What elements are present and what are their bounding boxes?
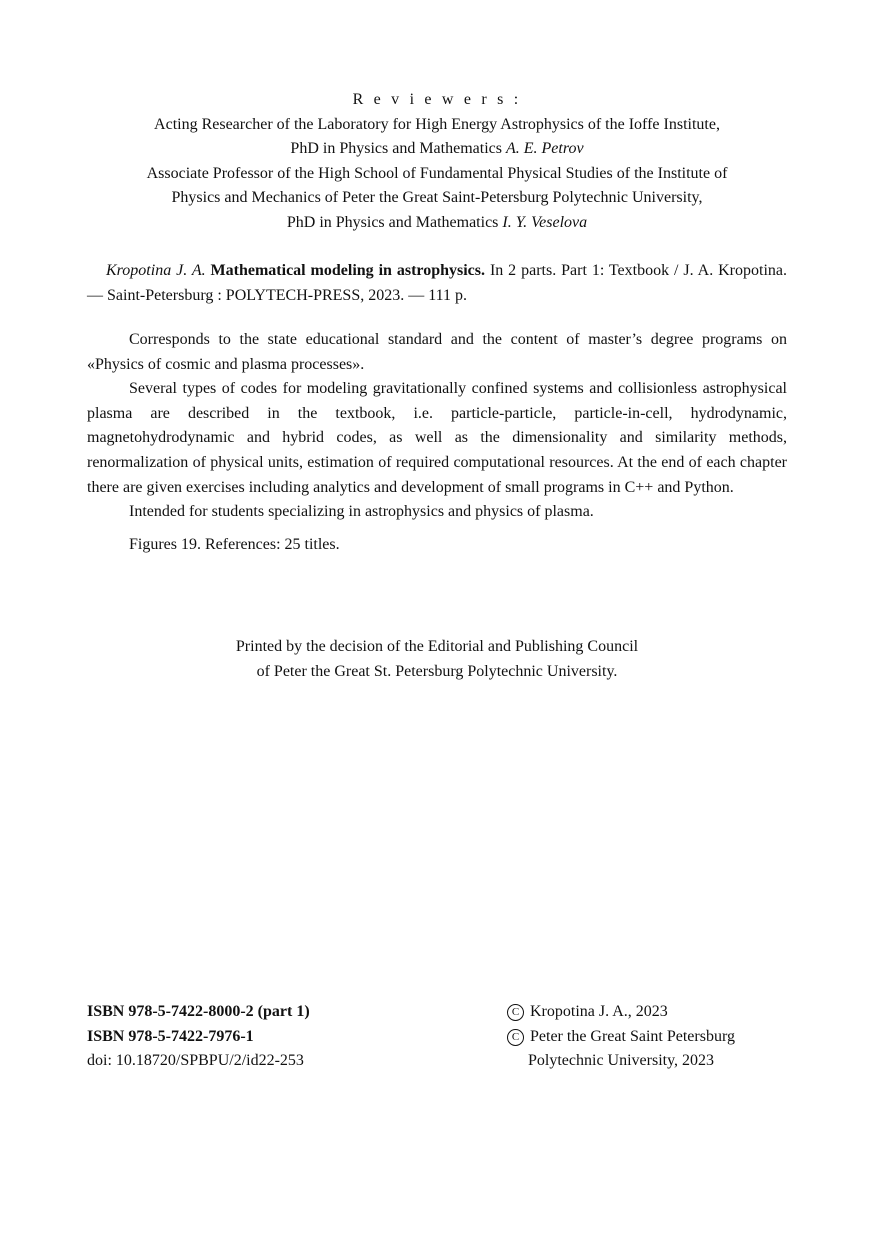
abstract-figures-references: Figures 19. References: 25 titles. — [129, 535, 340, 553]
copyright-icon: C — [507, 1004, 524, 1021]
reviewer2-name: I. Y. Veselova — [502, 213, 588, 231]
copyright-author — [507, 1000, 735, 1025]
citation-author: Kropotina J. A. — [106, 262, 206, 279]
copyright-author-text: Kropotina J. A., 2023 — [530, 1003, 668, 1020]
isbn-set: ISBN 978-5-7422-7976-1 — [87, 1027, 254, 1045]
reviewers-block — [87, 88, 787, 235]
abstract-description: Several types of codes for modeling gravitationally confined systems and collisionless astrophysical plasma are described in the textbook, i.e. particle-particle, particle-in-cell, hydrodynamic, magnetohydrodynamic and hybrid codes, as well as the dimensionality and similarity methods, renormalization of physical units, estimation of required computational resources. At the end of each chapter there are given exercises including analytics and development of small programs in C++ and Python. — [87, 380, 787, 496]
copyright-icon: C — [507, 1029, 524, 1046]
reviewer2-degree: PhD in Physics and Mathematics — [286, 213, 499, 231]
isbn-block — [87, 1000, 310, 1074]
council-line-1: Printed by the decision of the Editorial and Publishing Council — [235, 638, 639, 655]
citation-title: Mathematical modeling in astrophysics. — [210, 262, 486, 279]
abstract — [87, 328, 787, 557]
reviewer2-position-line1: Associate Professor of the High School of Fundamental Physical Studies of the Institute of — [146, 164, 728, 182]
copyright-university — [507, 1025, 735, 1050]
reviewer1-degree-line — [87, 137, 787, 162]
isbn-part: ISBN 978-5-7422-8000-2 (part 1) — [87, 1003, 310, 1020]
doi: doi: 10.18720/SPBPU/2/id22-253 — [87, 1052, 304, 1069]
copyright-block — [507, 1000, 735, 1074]
abstract-audience: Intended for students specializing in astrophysics and physics of plasma. — [129, 503, 594, 521]
council-line-2: of Peter the Great St. Petersburg Polytechnic University. — [256, 662, 618, 680]
reviewer1-name: A. E. Petrov — [505, 140, 584, 157]
reviewer2-degree-line — [87, 211, 787, 236]
abstract-standard: Corresponds to the state educational standard and the content of master’s degree programs on «Physics of cosmic and plasma processes». — [87, 331, 787, 373]
reviewer1-position: Acting Researcher of the Laboratory for High Energy Astrophysics of the Ioffe Institute, — [154, 115, 720, 133]
reviewer2-position-line2: Physics and Mechanics of Peter the Great Saint-Petersburg Polytechnic University, — [171, 189, 703, 206]
bibliographic-citation — [87, 258, 787, 308]
council-note — [87, 635, 787, 684]
reviewers-heading: R e v i e w e r s : — [352, 91, 522, 108]
copyright-university-cont: Polytechnic University, 2023 — [528, 1052, 715, 1069]
citation-details: In 2 parts. Part 1: Textbook / J. A. Kropotina. — Saint-Petersburg : POLYTECH-PRESS, 2023. — 111 p. — [87, 262, 788, 304]
copyright-university-text: Peter the Great Saint Petersburg — [530, 1027, 735, 1045]
reviewer1-degree: PhD in Physics and Mathematics — [290, 140, 502, 157]
